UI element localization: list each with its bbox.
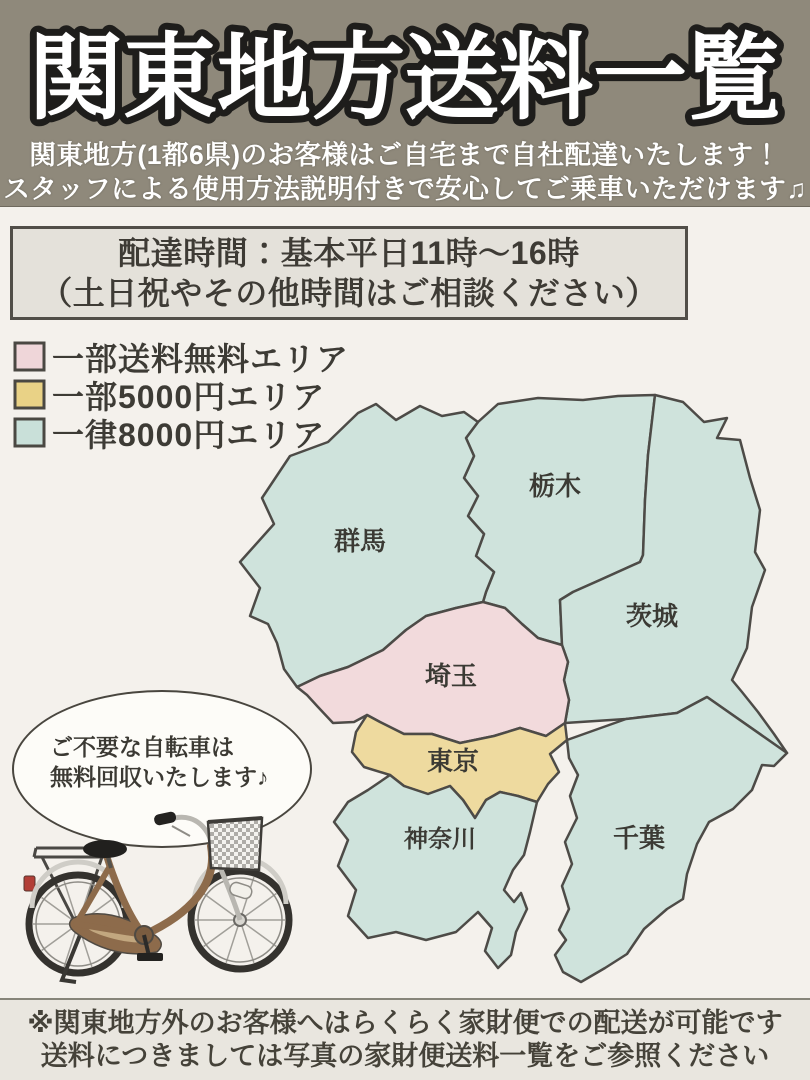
map-label-tokyo: 東京: [426, 746, 480, 776]
speech-bubble-text: [50, 732, 269, 792]
bicycle-illustration: [18, 792, 303, 997]
prefecture-chiba: [555, 697, 787, 982]
legend-label-5000yen-area: 一部5000円エリア: [52, 379, 326, 415]
bike-basket: [208, 818, 262, 870]
map-label-kanagawa: 神奈川: [404, 826, 476, 853]
map-label-tochigi: 栃木: [528, 471, 582, 501]
map-label-saitama: 埼玉: [424, 661, 478, 691]
delivery-time-line1: 配達時間：基本平日11時～16時: [118, 235, 580, 271]
header-banner: [0, 0, 810, 207]
legend-label-8000yen-area: 一律8000円エリア: [52, 417, 326, 453]
legend-swatch-pink: [13, 341, 47, 373]
map-label-ibaraki: 茨城: [625, 601, 679, 631]
map-label-chiba: 千葉: [612, 823, 666, 853]
legend-swatch-teal: [13, 417, 47, 449]
footer-line2: 送料につきましては写真の家財便送料一覧をご参照ください: [40, 1041, 770, 1071]
page-title: 関東地方送料一覧: [29, 25, 781, 130]
delivery-time-line2: （土日祝やその他時間はご相談ください）: [40, 275, 658, 311]
legend-swatch-yellow: [13, 379, 47, 411]
kanto-map: [228, 392, 806, 998]
bubble-line1: ご不要な自転車は: [50, 734, 234, 760]
bubble-line2: 無料回収いたします♪: [50, 764, 269, 790]
page-title-graphic: [0, 14, 810, 132]
footer-note: [0, 998, 810, 1080]
legend-item-free-area: [13, 338, 349, 376]
footer-line1: ※関東地方外のお客様へはらくらく家財便での配送が可能です: [27, 1008, 783, 1038]
header-subtitle-line1: 関東地方(1都6県)のお客様はご自宅まで自社配達いたします！: [29, 140, 781, 170]
map-label-gunma: 群馬: [333, 526, 387, 556]
bike-handlebar: [153, 811, 211, 848]
delivery-time-box: [10, 226, 688, 320]
legend-label-free-area: 一部送料無料エリア: [52, 341, 350, 377]
prefecture-kanagawa: [334, 775, 537, 968]
header-subtitle-line2: スタッフによる使用方法説明付きで安心してご乗車いただけます♫: [3, 174, 807, 204]
